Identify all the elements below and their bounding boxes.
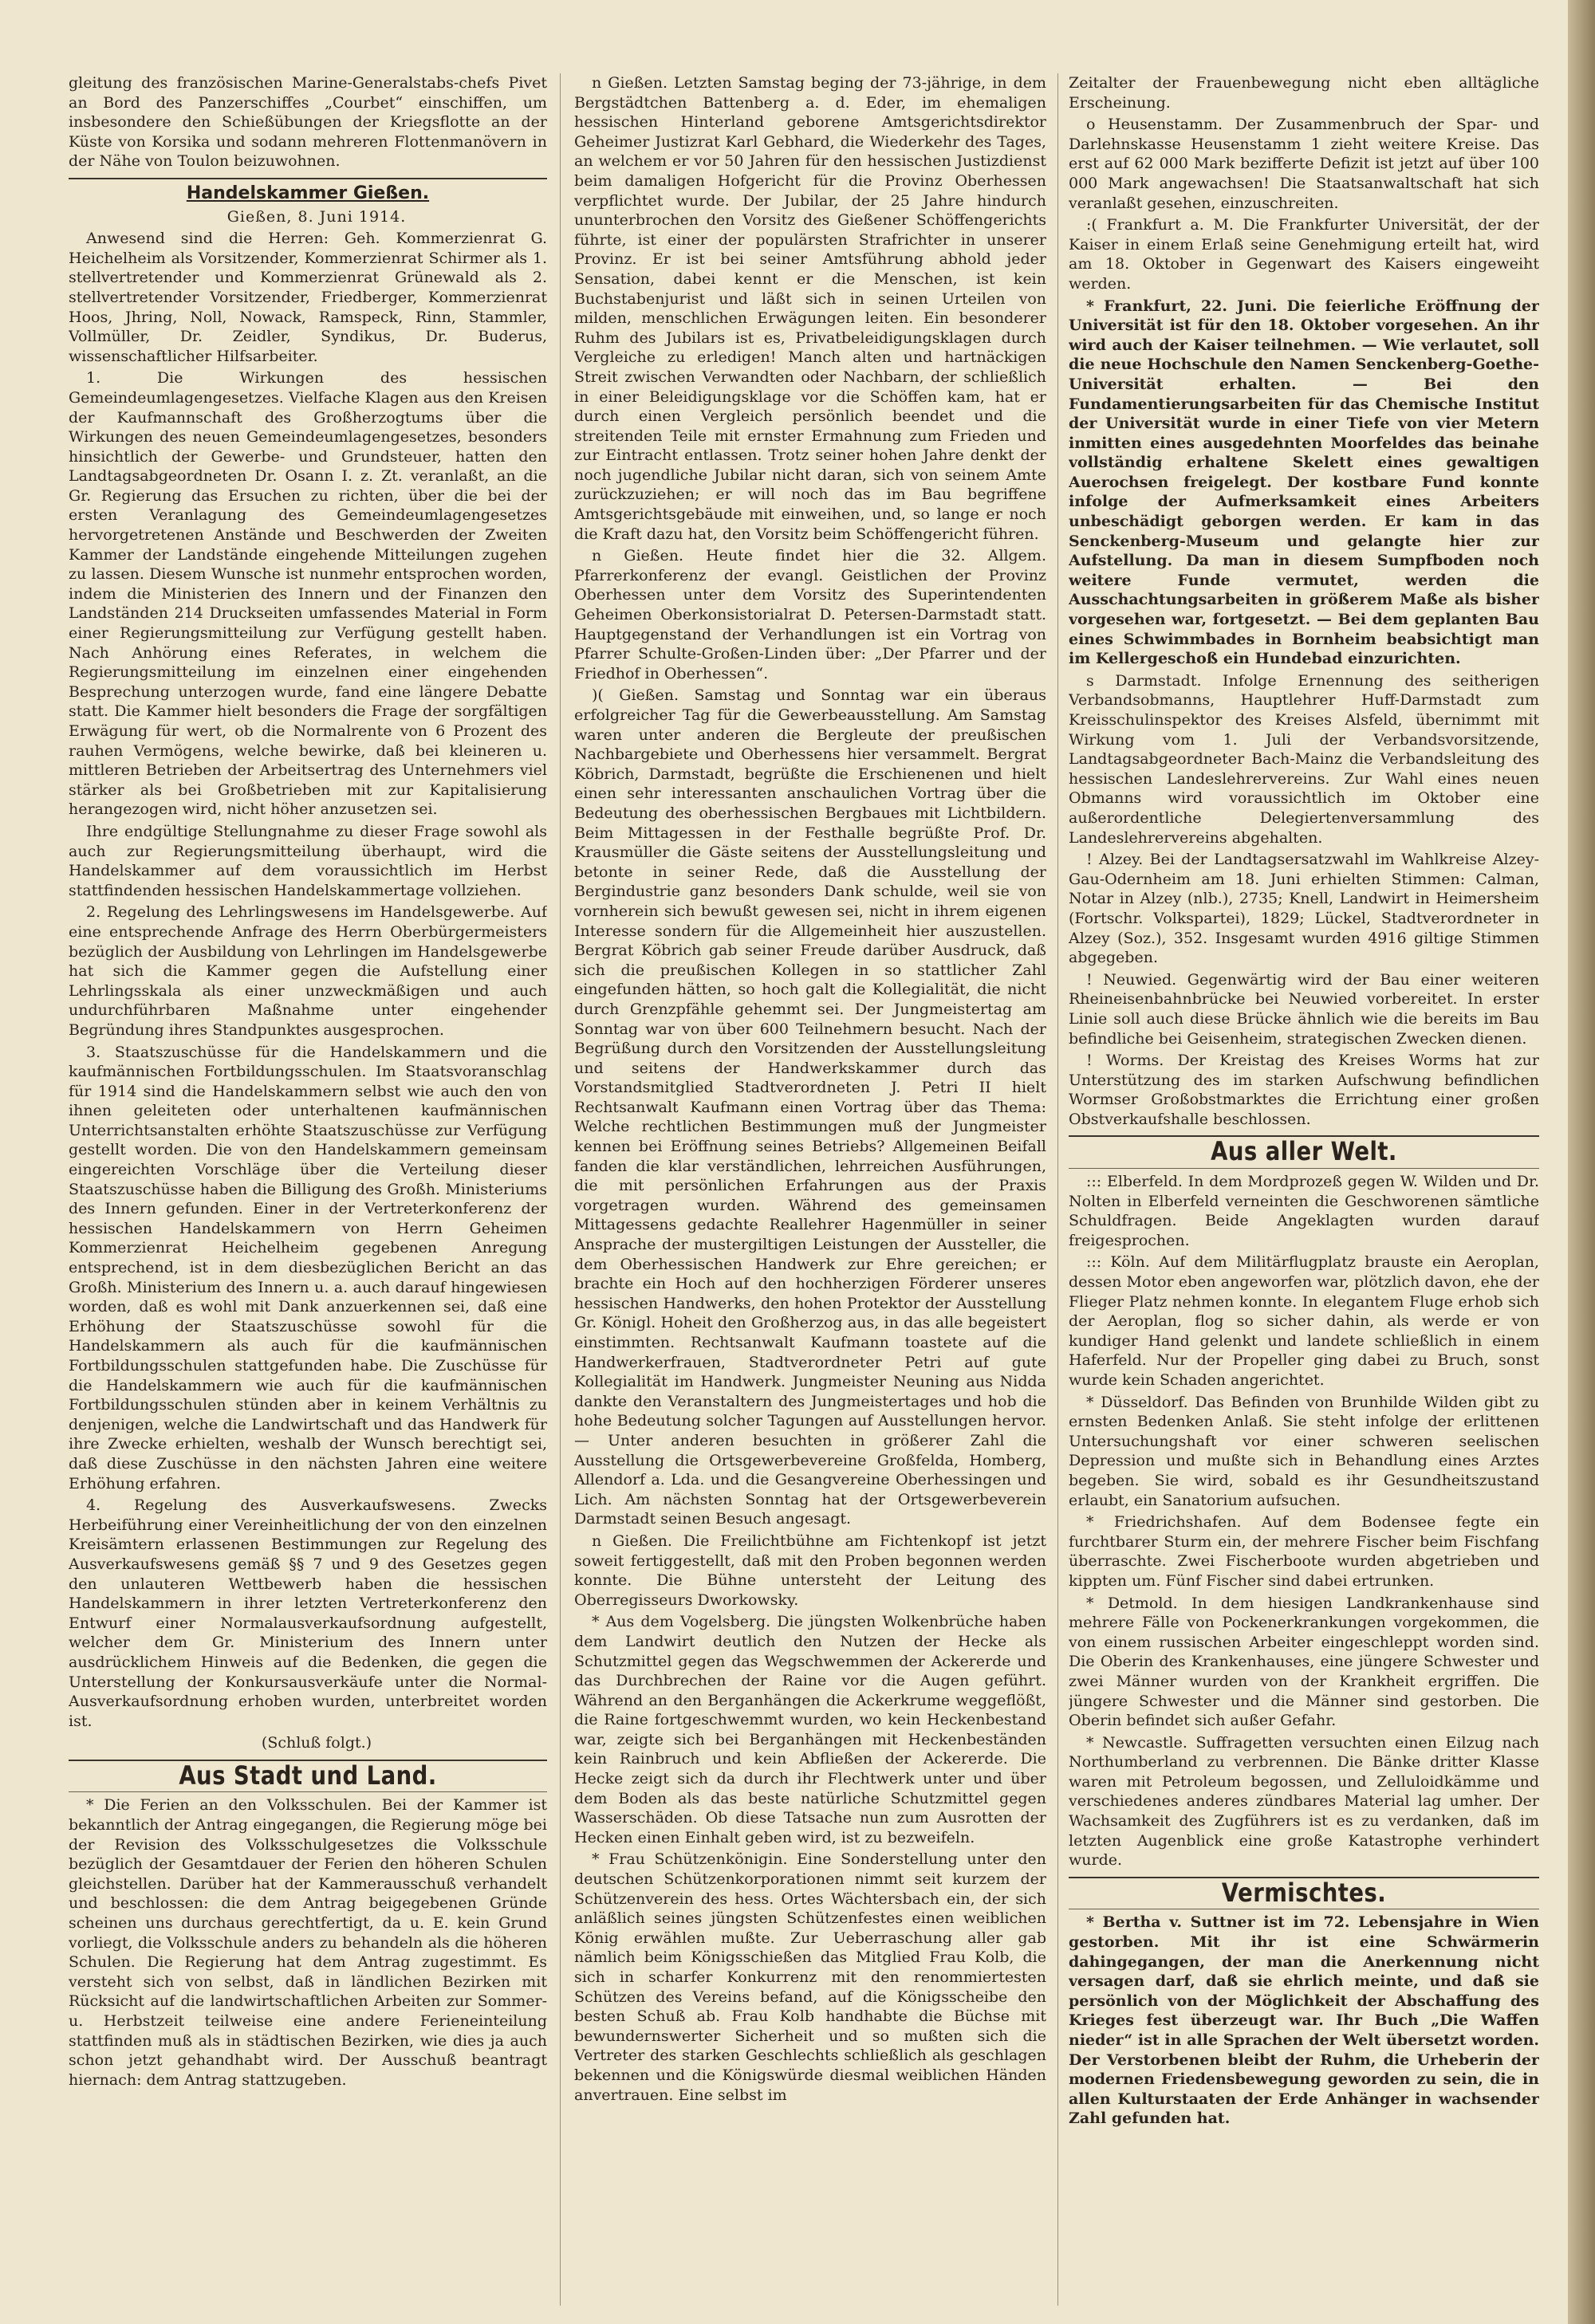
article-paragraph: Ihre endgültige Stellungnahme zu dieser Frage sowohl als auch zur Regierungsmitteilung überhaupt, wird die Handelskammer auf dem voraussichtlich im Herbst stattfindenden hessischen Handelskammertage vollziehen. <box>69 822 547 899</box>
article-paragraph: ! Neuwied. Gegenwärtig wird der Bau einer weiteren Rheineisenbahnbrücke bei Neuwied vorbereitet. In erster Linie soll auch diese Brücke ähnlich wie die bereits im Bau befindliche bei Geisenheim, strategischen Zwecken dienen. <box>1069 970 1539 1048</box>
article-paragraph: n Gießen. Die Freilichtbühne am Fichtenkopf ist jetzt soweit fertiggestellt, daß mit den Proben begonnen werden konnte. Die Bühne untersteht der Leitung des Oberregisseurs Dworkowsky. <box>574 1532 1046 1609</box>
article-paragraph: 1. Die Wirkungen des hessischen Gemeindeumlagengesetzes. Vielfache Klagen aus den Kreisen der Kaufmannschaft des Großherzogtums über die Wirkungen des neuen Gemeindeumlagengesetzes, besonders hinsichtlich der Gewerbe- und Grundsteuer, hatten den Landtagsabgeordneten Dr. Osann I. z. Zt. veranlaßt, an die Gr. Regierung das Ersuchen zu richten, über die bei der ersten Veranlagung des Gemeindeumlagengesetzes hervorgetretenen Anstände und Beschwerden der Zweiten Kammer der Landstände eingehende Mitteilungen zugehen zu lassen. Diesem Wunsche ist nunmehr entsprochen worden, indem die Ministerien des Innern und der Finanzen den Landständen 214 Druckseiten umfassendes Material in Form einer Regierungsmitteilung zur Verfügung gestellt haben. Nach Anhörung eines Referates, in welchem die Regierungsmitteilung im einzelnen einer eingehenden Besprechung unterzogen wurde, fand eine längere Debatte statt. Die Kammer hielt besonders die Frage der sorgfältigen Erwägung für wert, ob die Normalrente von 6 Prozent des rauhen Vermögens, welche bewirke, daß bei kleineren u. mittleren Betrieben der Arbeitsertrag des Unternehmers viel stärker als bei Großbetrieben mit zur Kapitalisierung herangezogen wird, nicht höher anzusetzen sei. <box>69 369 547 819</box>
article-paragraph: n Gießen. Heute findet hier die 32. Allgem. Pfarrerkonferenz der evangl. Geistlichen der Provinz Oberhessen unter dem Vorsitz des Superintendenten Geheimen Oberkonsistorialrat D. Petersen-Darmstadt statt. Hauptgegenstand der Verhandlungen ist ein Vortrag von Pfarrer Schulte-Großen-Linden über: „Der Pfarrer und der Friedhof in Oberhessen“. <box>574 547 1046 682</box>
article-paragraph: ::: Köln. Auf dem Militärflugplatz brauste ein Aeroplan, dessen Motor eben angeworfen war, plötzlich davon, ehe der Flieger Platz nehmen konnte. In elegantem Fluge erhob sich der Aeroplan, flog so sicher dahin, als werde er von kundiger Hand gelenkt und landete schließlich in einem Haferfeld. Nur der Propeller ging dabei zu Bruch, sonst wurde kein Schaden angerichtet. <box>1069 1253 1539 1389</box>
article-paragraph: * Frankfurt, 22. Juni. Die feierliche Eröffnung der Universität ist für den 18. Oktober vorgesehen. An ihr wird auch der Kaiser teilnehmen. — Wie verlautet, soll die neue Hochschule den Namen Senckenberg-Goethe-Universität erhalten. — Bei den Fundamentierungsarbeiten für das Chemische Institut der Universität wurde in einer Tiefe von vier Metern inmitten eines ausgedehnten Moorfeldes das beinahe vollständig erhaltene Skelett eines gewaltigen Auerochsen freigelegt. Der kostbare Fund konnte infolge der Aufmerksamkeit eines Arbeiters unbeschädigt geborgen werden. Er kam in das Senckenberg-Museum und gelangte hier zur Aufstellung. Da man in diesem Sumpfboden noch weitere Funde vermutet, werden die Ausschachtungsarbeiten in größerem Maße als bisher vorgesehen war, fortgesetzt. — Bei dem geplanten Bau eines Schwimmbades in Bornheim beabsichtigt man im Kellergeschoß ein Hundebad einzurichten. <box>1069 297 1539 668</box>
article-paragraph: s Darmstadt. Infolge Ernennung des seitherigen Verbandsobmanns, Hauptlehrer Huff-Darmstadt zum Kreisschulinspektor des Kreises Alsfeld, übernimmt mit Wirkung vom 1. Juli der Verbandsvorsitzende, Landtagsabgeordneter Bach-Mainz die Verbandsleitung des hessischen Landeslehrervereins. Zur Wahl eines neuen Obmanns wird voraussichtlich im Oktober eine außerordentliche Delegiertenversammlung des Landeslehrervereins abgehalten. <box>1069 671 1539 847</box>
section-divider <box>69 1791 547 1792</box>
article-paragraph: ::: Elberfeld. In dem Mordprozeß gegen W. Wilden und Dr. Nolten in Elberfeld verneinten die Geschworenen sämtliche Schuldfragen. Beide Angeklagten wurden darauf freigesprochen. <box>1069 1173 1539 1249</box>
column-3 <box>1069 73 1539 2310</box>
article-paragraph: o Heusenstamm. Der Zusammenbruch der Spar- und Darlehnskasse Heusenstamm 1 zieht weitere Kreise. Das erst auf 62 000 Mark bezifferte Defizit ist jetzt auf über 100 000 Mark angewachsen! Die Staatsanwaltschaft hat sich veranlaßt gesehen, einzuschreiten. <box>1069 116 1539 212</box>
article-heading-handelskammer: Handelskammer Gießen. <box>186 183 430 203</box>
article-paragraph: * Frau Schützenkönigin. Eine Sonderstellung unter den deutschen Schützenkorporationen nimmt seit kurzem der Schützenverein des hess. Ortes Wächtersbach ein, der sich anläßlich seines jüngsten Schützenfestes einen weiblichen König erwählen mußte. Zur Ueberraschung aller gab nämlich beim Königsschießen das Mitglied Frau Kolb, die sich in scharfer Konkurrenz mit den renommiertesten Schützen des Vereins befand, auf die Königsscheibe den besten Schuß ab. Frau Kolb handhabte die Büchse mit bewundernswerter Sicherheit und so mußten sich die Vertreter des starken Geschlechts schließlich als geschlagen bekennen und die Königswürde diesmal weiblichen Händen anvertrauen. Eine selbst im <box>574 1850 1046 2104</box>
article-paragraph: 3. Staatszuschüsse für die Handelskammern und die kaufmännischen Fortbildungsschulen. Im Staatsvoranschlag für 1914 sind die Handelskammern selbst wie auch den von ihnen geleiteten oder unterhaltenen kaufmännischen Unterrichtsanstalten erhöhte Staatszuschüsse zur Verfügung gestellt worden. Die von den Handelskammern gemeinsam eingereichten Vorschläge über die Verteilung dieser Staatszuschüsse haben die Billigung des Großh. Ministeriums des Innern gefunden. Einer in der Vertreterkonferenz der hessischen Handelskammern von Herrn Geheimen Kommerzienrat Heichelheim gegebenen Anregung entsprechend, ist in dem diesbezüglichen Bericht an das Großh. Ministerium des Innern u. a. auch darauf hingewiesen worden, daß es wohl mit Dank anzuerkennen sei, daß eine Erhöhung der Staatszuschüsse sowohl für die Handelskammern als auch für die kaufmännischen Fortbildungsschulen stattgefunden habe. Die Zuschüsse für die Handelskammern wie auch für die kaufmännischen Fortbildungsschulen stünden aber in keinem Verhältnis zu denjenigen, welche die Landwirtschaft und das Handwerk für ihre Zwecke erhielten, weshalb der Wunsch berechtigt sei, daß diese Zuschüsse in den nächsten Jahren eine weitere Erhöhung erfahren. <box>69 1043 547 1492</box>
article-paragraph: ! Alzey. Bei der Landtagsersatzwahl im Wahlkreise Alzey-Gau-Odernheim am 18. Juni erhielten Stimmen: Calman, Notar in Alzey (nlb.), 2735; Knell, Landwirt in Heimersheim (Fortschr. Volkspartei), 1829; Lückel, Stadtverordneter in Alzey (Soz.), 352. Insgesamt wurden 4916 giltige Stimmen abgegeben. <box>1069 851 1539 967</box>
column-divider <box>1057 73 1058 2306</box>
article-paragraph: n Gießen. Letzten Samstag beging der 73-jährige, in dem Bergstädtchen Battenberg a. d. Eder, im ehemaligen hessischen Hinterland geborene Amtsgerichtsdirektor Geheimer Justizrat Karl Gebhard, die Wiederkehr des Tages, an welchem er vor 50 Jahren für den hessischen Justizdienst beim damaligen Hofgericht für die Provinz Oberhessen verpflichtet wurde. Der Jubilar, der 25 Jahre hindurch ununterbrochen den Vorsitz des Gießener Schöffengerichts führte, ist einer der populärsten Strafrichter in unserer Provinz. Er ist bei seiner Amtsführung abhold jeder Sensation, dabei kennt er die Menschen, ist kein Buchstabenjurist und läßt sich in seinen Urteilen von milden, menschlichen Erwägungen leiten. Ein besonderer Ruhm des Jubilars ist es, Privatbeleidigungsklagen durch Vergleiche zu erledigen! Manch alten und hartnäckigen Streit zwischen Verwandten oder Nachbarn, der schließlich in einer Beleidigungsklage vor die Schöffen kam, hat er durch einen Vergleich persönlich beendet und die streitenden Teile mit ernster Ermahnung zum Frieden und zur Eintracht entlassen. Trotz seiner hohen Jahre denkt der noch jugendliche Jubilar nicht daran, sich von seinem Amte zurückzuziehen; er will noch das im Bau begriffene Amtsgerichtsgebäude mit einweihen, und, so lange er noch die Kraft dazu hat, den Vorsitz beim Schöffengericht führen. <box>574 74 1046 543</box>
article-paragraph: :( Frankfurt a. M. Die Frankfurter Universität, der der Kaiser in einem Erlaß seine Genehmigung erteilt hat, wird am 18. Oktober in Gegenwart des Kaisers eingeweiht werden. <box>1069 216 1539 293</box>
column-1 <box>69 73 547 2310</box>
dateline: Gießen, 8. Juni 1914. <box>226 207 407 226</box>
section-heading-vermischtes: Vermischtes. <box>1221 1877 1387 1908</box>
article-paragraph: * Düsseldorf. Das Befinden von Brunhilde Wilden gibt zu ernsten Bedenken Anlaß. Sie steht infolge der erlittenen Untersuchungshaft vor einer schweren seelischen Depression und mußte sich in Behandlung eines Arztes begeben. Sie wird, sobald es ihr Gesundheitszustand erlaubt, ein Sanatorium aufsuchen. <box>1069 1393 1539 1509</box>
article-paragraph: * Detmold. In dem hiesigen Landkrankenhause sind mehrere Fälle von Pockenerkrankungen vorgekommen, die von einem russischen Arbeiter eingeschleppt worden sind. Die Oberin des Krankenhauses, eine jüngere Schwester und zwei Männer wurden von der Krankheit ergriffen. Die jüngere Schwester und die Männer sind gestorben. Die Oberin befindet sich außer Gefahr. <box>1069 1594 1539 1730</box>
article-paragraph: * Die Ferien an den Volksschulen. Bei der Kammer ist bekanntlich der Antrag eingegangen, die Regierung möge bei der Revision des Volksschulgesetzes die Volksschule bezüglich der Gesamtdauer der Ferien den höheren Schulen gleichstellen. Darüber hat der Kammerausschuß verhandelt und beschlossen: die dem Antrag beigegebenen Gründe scheinen uns durchaus gerechtfertigt, da u. E. kein Grund vorliegt, die Volksschule anders zu behandeln als die höheren Schulen. Die Regierung hat dem Antrag zugestimmt. Es versteht sich von selbst, daß in ländlichen Bezirken mit Rücksicht auf die landwirtschaftlichen Arbeiten zur Sommer- u. Herbstzeit teilweise eine andere Ferieneinteilung stattfinden muß als in städtischen Bezirken, wie dies ja auch schon jetzt gehandhabt wird. Der Ausschuß beantragt hiernach: dem Antrag stattzugeben. <box>69 1796 547 2089</box>
section-heading-aus-stadt-und-land: Aus Stadt und Land. <box>179 1760 437 1791</box>
article-paragraph: 2. Regelung des Lehrlingswesens im Handelsgewerbe. Auf eine entsprechende Anfrage des Herrn Oberbürgermeisters bezüglich der Ausbildung von Lehrlingen im Handelsgewerbe hat sich die Kammer gegen die Aufstellung einer Lehrlingsskala als einer unzweckmäßigen und auch undurchführbaren Maßnahme unter eingehender Begründung ihres Standpunktes ausgesprochen. <box>69 903 547 1039</box>
section-divider <box>1069 1168 1539 1169</box>
article-paragraph: * Newcastle. Suffragetten versuchten einen Eilzug nach Northumberland zu verbrennen. Die Bänke dritter Klasse waren mit Petroleum begossen, und Zelluloidkämme und verschiedenes anderes zündbares Material lag umher. Der Wachsamkeit des Zugführers ist es zu verdanken, daß im letzten Augenblick eine große Katastrophe verhindert wurde. <box>1069 1733 1539 1870</box>
column-2 <box>574 73 1046 2310</box>
article-paragraph: * Bertha v. Suttner ist im 72. Lebensjahre in Wien gestorben. Mit ihr ist eine Schwärmerin dahingegangen, der man die Anerkennung nicht versagen darf, daß sie ehrlich meinte, und daß sie persönlich von der Möglichkeit der Abschaffung des Krieges fest überzeugt war. Ihr Buch „Die Waffen nieder“ ist in alle Sprachen der Welt übersetzt worden. Der Verstorbenen bleibt der Ruhm, die Urheberin der modernen Friedensbewegung geworden zu sein, die in allen Kulturstaaten der Erde Anhänger in wachsender Zahl gefunden hat. <box>1069 1913 1539 2128</box>
section-divider <box>69 178 547 179</box>
article-paragraph: )( Gießen. Samstag und Sonntag war ein überaus erfolgreicher Tag für die Gewerbeausstellung. Am Samstag waren unter anderen die Bergleute der preußischen Nachbargebiete und Oberhessens hier versammelt. Bergrat Köbrich, Darmstadt, begrüßte die Erschienenen und hielt einen sehr interessanten anschaulichen Vortrag über die Bedeutung des oberhessischen Bergbaues mit Lichtbildern. Beim Mittagessen in der Festhalle begrüßte Prof. Dr. Krausmüller die Gäste seitens der Ausstellungsleitung und betonte in seiner Rede, daß die Ausstellung der Bergindustrie ganz besonders Dank schulde, weil sie von vornherein sich bewußt gewesen sei, nicht in ihrem eigenen Interesse sondern für die Allgemeinheit hier auszustellen. Bergrat Köbrich gab seiner Freude darüber Ausdruck, daß sich die preußischen Kollegen in so stattlicher Zahl eingefunden hätten, so hoch galt die Kollegialität, die nicht durch Grenzpfähle gehemmt sei. Der Jungmeistertag am Sonntag war von über 600 Teilnehmern besucht. Nach der Begrüßung durch den Vorsitzenden der Ausstellungsleitung und seitens der Handwerkskammer durch das Vorstandsmitglied Stadtverordneten J. Petri II hielt Rechtsanwalt Kaufmann einen Vortrag über das Thema: Welche rechtlichen Bestimmungen muß der Jungmeister kennen bei Eröffnung seines Betriebs? Allgemeinen Beifall fanden die klar verständlichen, lehrreichen Ausführungen, die mit persönlichen Erfahrungen aus der Praxis vorgetragen wurden. Während des gemeinsamen Mittagessens gedachte Reallehrer Hagenmüller in seiner Ansprache der mustergiltigen Leistungen der Aussteller, die dem Oberhessischen Handwerk zur Ehre gereichen; er brachte ein Hoch auf den hochherzigen Förderer unseres hessischen Handwerks, den hohen Protektor der Ausstellung Gr. Königl. Hoheit den Großherzog aus, in das alle begeistert einstimmten. Rechtsanwalt Kaufmann toastete auf die Handwerkerfrauen, Stadtverordneter Petri auf gute Kollegialität im Handwerk. Jungmeister Neuning aus Nidda dankte den Veranstaltern des Jungmeistertages und hob die hohe Bedeutung solcher Tagungen auf Ausstellungen hervor. — Unter anderen besuchten in größerer Zahl die Ausstellung die Ortsgewerbevereine Großfelda, Homberg, Allendorf a. Lda. und die Gesangvereine Oberhessingen und Lich. Am nächsten Sonntag hat der Ortsgewerbeverein Darmstadt seinen Besuch angesagt. <box>574 686 1046 1528</box>
article-paragraph: ! Worms. Der Kreistag des Kreises Worms hat zur Unterstützung des im starken Aufschwung befindlichen Wormser Großobstmarktes die Errichtung einer großen Obstverkaufshalle beschlossen. <box>1069 1052 1539 1128</box>
page-edge <box>1568 0 1595 2324</box>
article-continuation: Zeitalter der Frauenbewegung nicht eben alltägliche Erscheinung. <box>1069 74 1539 112</box>
section-heading-aus-aller-welt: Aus aller Welt. <box>1211 1136 1397 1167</box>
article-paragraph: * Friedrichshafen. Auf dem Bodensee fegte ein furchtbarer Sturm ein, der mehrere Fischer beim Fischfang überraschte. Zwei Fischerboote wurden abgetrieben und kippten um. Fünf Fischer sind dabei ertrunken. <box>1069 1513 1539 1590</box>
article-paragraph: 4. Regelung des Ausverkaufswesens. Zwecks Herbeiführung einer Vereinheitlichung der von den einzelnen Kreisämtern erlassenen Bestimmungen zur Regelung des Ausverkaufswesens gemäß §§ 7 und 9 des Gesetzes gegen den unlauteren Wettbewerb haben die hessischen Handelskammern in ihrer letzten Vertreterkonferenz den Entwurf einer Normalausverkaufsordnung aufgestellt, welcher dem Gr. Ministerium des Innern unter ausdrücklichem Hinweis auf die Bedenken, die gegen die Unterstellung der Konkursausverkäufe unter die Normal-Ausverkaufsordnung erhoben wurden, unterbreitet worden ist. <box>69 1496 547 1730</box>
article-paragraph: * Aus dem Vogelsberg. Die jüngsten Wolkenbrüche haben dem Landwirt deutlich den Nutzen der Hecke als Schutzmittel gegen das Wegschwemmen der Ackererde und das Durchbrechen der Raine vor die Augen geführt. Während an den Berganhängen die Ackerkrume weggeflößt, die Raine fortgeschwemmt wurden, wo kein Heckenbestand war, zeigte sich bei Berganhängen mit Heckenbeständen kein Rainbruch und kein Abfließen der Ackererde. Die Hecke zeigt sich da durch ihr Flechtwerk unter und über dem Boden als das beste natürliche Schutzmittel gegen Wasserschäden. Ob diese Tatsache nun zum Ausrotten der Hecken einen Einhalt geben wird, ist zu bezweifeln. <box>574 1613 1046 1846</box>
article-continuation: gleitung des französischen Marine-Generalstabs-chefs Pivet an Bord des Panzerschiffes „Courbet“ einschiffen, um insbesondere den Schießübungen der Kriegsflotte an der Küste von Korsika und sodann mehreren Flottenmanövern in der Nähe von Toulon beizuwohnen. <box>69 74 547 171</box>
column-divider <box>560 73 561 2306</box>
article-paragraph: Anwesend sind die Herren: Geh. Kommerzienrat G. Heichelheim als Vorsitzender, Kommerzienrat Schirmer als 1. stellvertretender und Kommerzienrat Grünewald als 2. stellvertretender Vorsitzender, Friedberger, Kommerzienrat Hoos, Jhring, Noll, Nowack, Ramspeck, Rinn, Stammler, Vollmüller, Dr. Zeidler, Syndikus, Dr. Buderus, wissenschaftlicher Hilfsarbeiter. <box>69 230 547 365</box>
continuation-note: (Schluß folgt.) <box>261 1734 372 1752</box>
